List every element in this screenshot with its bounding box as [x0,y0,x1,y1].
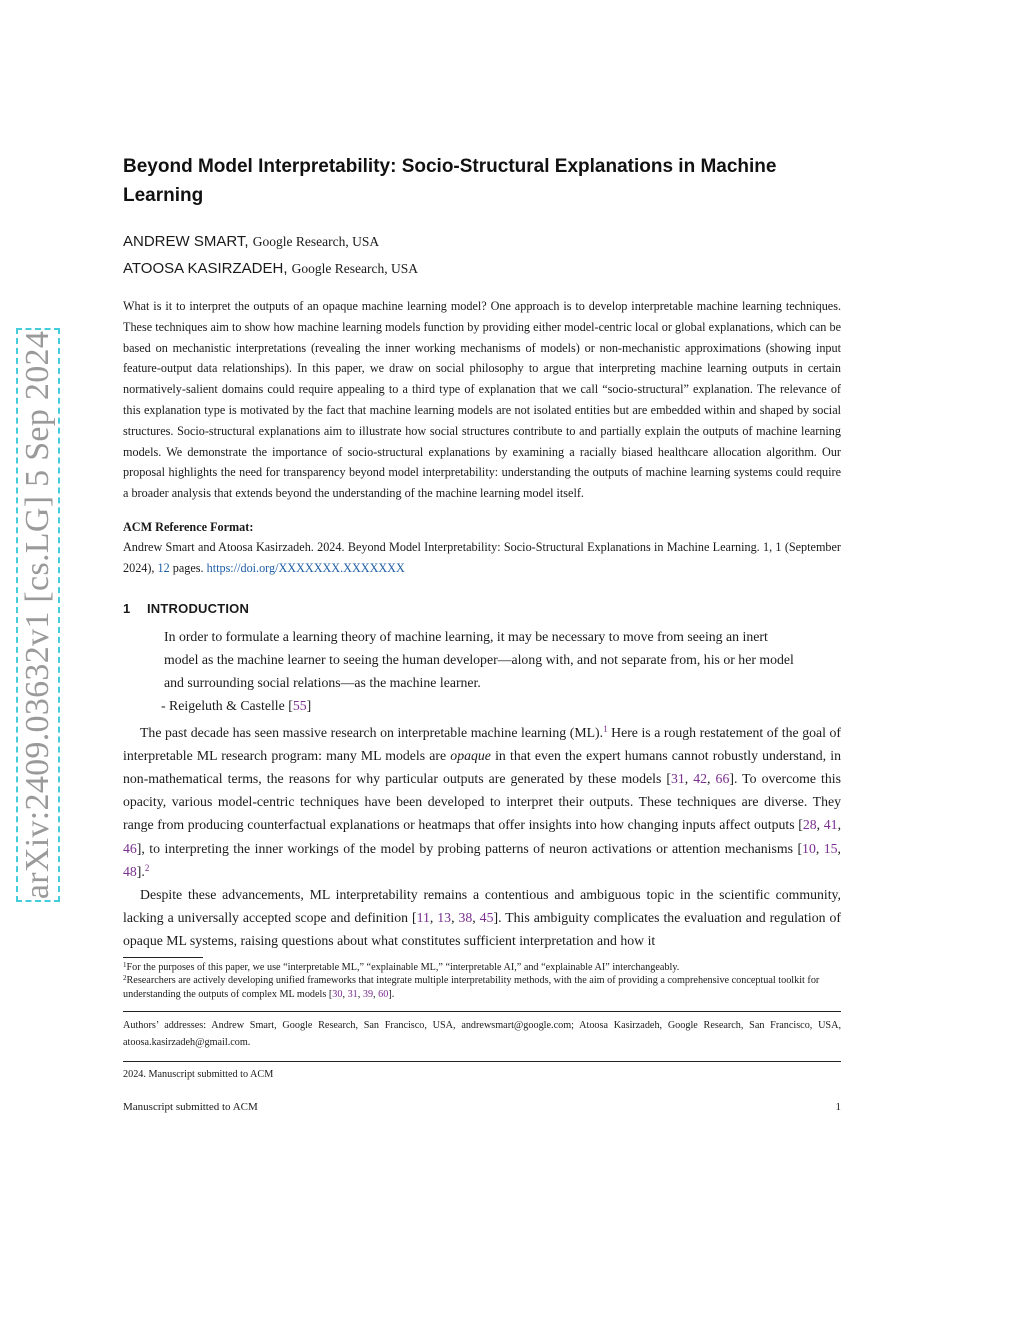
pages-suffix: pages. [169,560,207,575]
author-name: ATOOSA KASIRZADEH, [123,260,288,277]
divider [123,1011,841,1012]
attribution-text: - Reigeluth & Castelle [ [161,697,293,713]
footnote-1 [123,961,841,975]
author-2 [123,255,841,282]
text: ], to interpreting the inner workings of the model by probing patterns of neuron activations or attention mechanisms [ [136,840,803,856]
footnotes [123,961,841,1002]
citation-link[interactable]: 41 [823,817,838,833]
text: Here is a rough restatement of the goal of interpretable ML research program: many ML models are [123,724,842,763]
emphasis: opaque [450,747,491,763]
pages-link[interactable]: 12 [157,560,170,575]
author-affiliation: Google Research, USA [291,261,419,276]
paragraph-2: Despite these advancements, ML interpretability remains a contentious and ambiguous topic in the scientific community, lacking a universally accepted scope and definition [11, 13, 38, 45]. This ambiguity complicates the evaluation and regulation of opaque ML systems, raising questions about what constitutes sufficient interpretation and how it [123,886,841,949]
epigraph [161,625,800,717]
arxiv-id: arXiv:2409.03632v1 [cs.LG] 5 Sep 2024 [19,330,56,900]
text: ]. This ambiguity complicates the evaluation and regulation of opaque ML systems, raising questions about what constitutes sufficient interpretation and how it [123,910,841,949]
citation-link[interactable]: 38 [458,910,473,926]
bracket: ]. [388,988,395,1000]
divider [123,1061,841,1062]
footnote-number: 1 [123,960,127,969]
acm-citation: Andrew Smart and Atoosa Kasirzadeh. 2024. Beyond Model Interpretability: Socio-Structural Explanations in Machine Learning. 1, 1 (September 2024), [123,539,841,575]
abstract: What is it to interpret the outputs of an opaque machine learning model? One approach is to develop interpretable machine learning techniques. These techniques aim to show how machine learning models function by providing either model-centric local or global explanations, which can be based on mechanistic interpretations (revealing the inner working mechanisms of models) or non-mechanistic approximations (showing input feature-output data relationships). In this paper, we draw on social philosophy to argue that interpreting machine learning outputs in certain normatively-salient domains could require appealing to a third type of explanation that we call “socio-structural” explanation. The relevance of this explanation type is motivated by the fact that machine learning models are not isolated entities but are embedded within and shaped by social structures. Socio-structural explanations aim to illustrate how social structures contribute to and partially explain the outputs of machine learning models. We demonstrate the importance of socio-structural explanations by examining a racially biased healthcare allocation algorithm. Our proposal highlights the need for transparency beyond model interpretability: understanding the outputs of machine learning systems could require a broader analysis that extends beyond the understanding of the machine learning model itself. [123,299,841,501]
citation-link[interactable]: 39 [362,988,374,1000]
page-footer [123,1101,841,1113]
author-name: ANDREW SMART, [123,233,249,250]
footnote-ref[interactable]: 2 [144,862,150,873]
citation-link[interactable]: 42 [693,770,708,786]
citation-link[interactable]: 45 [479,910,494,926]
citation-link[interactable]: 28 [802,817,817,833]
footnote-text: For the purposes of this paper, we use “interpretable ML,” “explainable ML,” “interpretable AI,” and “explainable AI” interchangeably. [126,961,680,973]
acm-reference-heading: ACM Reference Format: [123,519,254,534]
text: Despite these advancements, ML interpretability remains a contentious and ambiguous topic in the scientific community, lacking a universally accepted scope and definition [ [123,886,841,926]
footnote-ref[interactable]: 1 [603,723,608,734]
paragraph-1: The past decade has seen massive research on interpretable machine learning (ML).$^1$ Here is a rough restatement of the goal of interpretable ML research program: many ML models are opaque in that even the expert humans cannot robustly understand, in non-mathematical terms, the reasons for why particular outputs are generated by these models [31, 42, 66]. To overcome this opacity, various model-centric techniques have been developed to interpret their outputs. These techniques are diverse. They range from producing counterfactual explanations or heatmaps that offer insights into how changing inputs affect outputs [28, 41, 46], to interpreting the inner workings of the model by probing patterns of neuron activations or attention mechanisms [10, 15, 48].$^2$ [123,723,842,879]
citation-link[interactable]: 48 [123,863,137,879]
author-list [123,228,841,282]
citation-link[interactable]: 60 [378,988,389,1000]
page-content [123,152,841,1082]
citation-link[interactable]: 13 [437,910,452,926]
citation-link[interactable]: 30 [332,988,343,1000]
footnote-text: Researchers are actively developing unified frameworks that integrate multiple interpretability methods, with the aim of providing a comprehensive conceptual toolkit for understanding the outputs of complex ML models [ [123,975,820,1000]
author-affiliation: Google Research, USA [252,234,380,249]
section-title: INTRODUCTION [147,600,250,616]
footer-label: Manuscript submitted to ACM [123,1101,258,1113]
footnote-2: $^2$Researchers are actively developing unified frameworks that integrate multiple interpretability methods, with the aim of providing a comprehensive conceptual toolkit for understanding the outputs of complex ML models [30, 31, 39, 60]. [123,974,820,1000]
citation-link[interactable]: 15 [823,840,838,856]
section-heading [123,599,841,619]
citation-link[interactable]: 46 [123,840,137,856]
text: ]. [136,863,145,879]
citation-link[interactable]: 55 [292,697,307,713]
author-addresses: Authors’ addresses: Andrew Smart, Google Research, San Francisco, USA, andrewsmart@google.com; Atoosa Kasirzadeh, Google Research, San Francisco, USA, atoosa.kasirzadeh@gmail.com. [123,1020,841,1049]
page-number: 1 [835,1101,841,1113]
author-1 [123,228,841,255]
citation-link[interactable]: 31 [347,988,358,1000]
body-text [123,721,841,953]
paper-title: Beyond Model Interpretability: Socio-Structural Explanations in Machine Learning [123,156,777,206]
citation-link[interactable]: 10 [802,840,816,856]
acm-reference-text [123,537,841,579]
epigraph-attribution [161,694,800,717]
footnote-number: 2 [123,974,127,983]
text: The past decade has seen massive research on interpretable machine learning (ML). [140,724,604,740]
epigraph-quote: In order to formulate a learning theory of machine learning, it may be necessary to move from seeing an inert model as the machine learner to seeing the human developer—along with, and not separate from, his or her model and surrounding social relations—as the machine learner. [164,628,794,690]
text: in that even the expert humans cannot robustly understand, in non-mathematical terms, the reasons for why particular outputs are generated by these models [ [123,747,842,786]
arxiv-identifier-stamp [16,328,60,902]
citation-link[interactable]: 66 [715,770,730,786]
footnote-divider [123,957,203,958]
text: ]. To overcome this opacity, various model-centric techniques have been developed to interpret their outputs. These techniques are diverse. They range from producing counterfactual explanations or heatmaps that offer insights into how changing inputs affect outputs [ [123,770,841,833]
bracket: ] [306,697,312,713]
doi-link[interactable]: https://doi.org/XXXXXXX.XXXXXXX [206,560,405,575]
manuscript-note: 2024. Manuscript submitted to ACM [123,1069,274,1081]
citation-link[interactable]: 11 [416,910,430,926]
citation-link[interactable]: 31 [670,770,685,786]
section-number: 1 [123,600,131,616]
